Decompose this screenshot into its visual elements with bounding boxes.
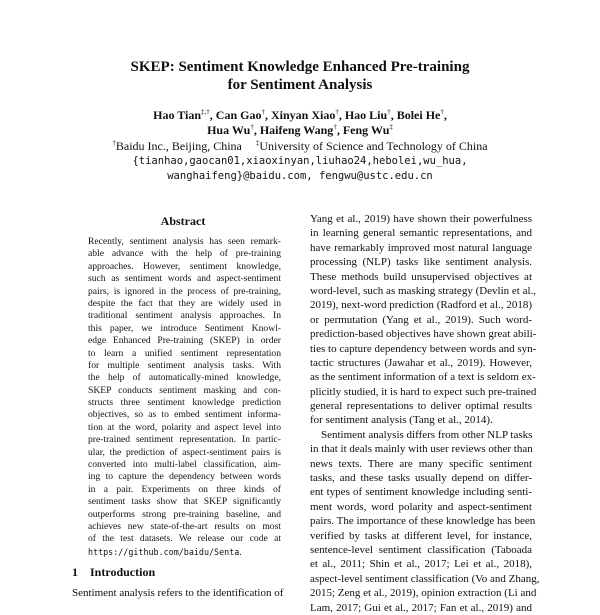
abstract-line: achieves new state-of-the-art results on most xyxy=(88,520,281,532)
abstract-line: ular, the prediction of aspect-sentiment pairs is xyxy=(88,446,281,458)
section-title: Introduction xyxy=(90,565,156,579)
author-affiliation-mark: † xyxy=(261,108,265,116)
body-line: Yang et al., 2019) have shown their powerfulness xyxy=(310,213,532,225)
author-separator: , xyxy=(443,108,447,122)
affiliation-1-mark: † xyxy=(112,139,116,147)
body-line: ties to capture dependency between words and syn- xyxy=(310,342,537,355)
body-line: ment words, word polarity and aspect-sentiment xyxy=(310,500,532,513)
abstract-line: sentiment tasks show that SKEP significantly xyxy=(88,496,281,508)
code-url-suffix: . xyxy=(239,546,242,558)
abstract-line: converted into multi-label classification, aim- xyxy=(88,459,281,471)
section-number: 1 xyxy=(72,565,78,579)
abstract-line: approaches. However, sentiment knowledge, xyxy=(88,260,281,272)
author-affiliation-mark: † xyxy=(250,123,254,131)
code-url-link[interactable]: https://github.com/baidu/Senta xyxy=(88,546,240,557)
body-line: or permutation (Yang et al., 2019). Such word- xyxy=(310,313,532,326)
author-name: Feng Wu xyxy=(342,123,390,137)
emails-line-2: wanghaifeng}@baidu.com, fengwu@ustc.edu.cn xyxy=(167,170,433,182)
abstract-line: tion at the word, polarity and aspect level into xyxy=(88,421,281,433)
abstract-line: in a pair. Experiments on three kinds of xyxy=(88,483,281,495)
body-line: Sentiment analysis differs from other NLP tasks xyxy=(321,428,533,441)
author-name: Hua Wu xyxy=(207,123,251,137)
author-separator: , xyxy=(338,108,345,122)
abstract-line: pre-trained sentiment representation. In partic- xyxy=(88,434,281,446)
right-column-text xyxy=(310,212,540,615)
body-line: These methods build unsupervised objectives at xyxy=(310,270,532,283)
author-name: Haifeng Wang xyxy=(259,123,334,137)
body-line: tasks, and these tasks usually depend on differ- xyxy=(310,472,532,485)
body-line: aspect-level sentiment classification (Vo and Zhang, xyxy=(310,572,540,585)
abstract-line: objectives, so as to embed sentiment informa- xyxy=(88,409,281,421)
abstract-line: ing to capture the dependency between words xyxy=(88,471,281,483)
body-line: in that it deals mainly with user reviews other than xyxy=(310,443,533,456)
body-line: verified by tasks at different level, for instance, xyxy=(310,529,532,542)
author-separator: , xyxy=(209,108,216,122)
abstract-line: pairs, is ignored in the process of pre-training, xyxy=(88,285,281,297)
author-separator: , xyxy=(253,123,260,137)
abstract-code-line xyxy=(88,546,281,558)
abstract-line: of the test datasets. We release our code at xyxy=(88,533,281,545)
section-heading-introduction xyxy=(72,565,155,580)
abstract-line: outperforms strong pre-training baseline, and xyxy=(88,508,281,520)
author-name: Can Gao xyxy=(215,108,262,122)
author-name: Bolei He xyxy=(396,108,441,122)
affiliations xyxy=(0,138,600,154)
abstract-line: edge Enhanced Pre-training (SKEP) in order xyxy=(88,335,281,347)
body-line: 2019), next-word prediction (Radford et al., 2018) xyxy=(310,299,532,312)
abstract-body xyxy=(88,236,281,558)
author-affiliation-mark: † xyxy=(335,108,339,116)
body-line: news texts. There are many specific sentiment xyxy=(310,457,532,470)
body-line: for sentiment analysis (Tang et al., 2014). xyxy=(310,414,493,427)
body-line: prediction-based objectives have shown great abili- xyxy=(310,328,537,341)
introduction-first-line: Sentiment analysis refers to the identification of xyxy=(72,587,284,599)
abstract-line: able advance with the help of pre-training xyxy=(88,248,281,260)
author-separator: , xyxy=(390,108,397,122)
emails-line-1: {tianhao,gaocan01,xiaoxinyan,liuhao24,hebolei,wu_hua, xyxy=(132,155,468,167)
abstract-line: the help of automatically-mined knowledge, xyxy=(88,372,281,384)
body-line: tactic structures (Jawahar et al., 2019). However, xyxy=(310,356,532,369)
body-line: as the sentiment information of a text is seldom ex- xyxy=(310,371,536,384)
paper-title-line-1: SKEP: Sentiment Knowledge Enhanced Pre-training xyxy=(130,59,470,75)
authors-line-2 xyxy=(0,122,600,138)
body-line: have remarkably improved most natural language xyxy=(310,241,532,254)
body-line: Lam, 2017; Gui et al., 2017; Fan et al., 2019) and xyxy=(310,601,532,614)
author-affiliation-mark: ‡ xyxy=(389,123,393,131)
body-line: pairs. The importance of these knowledge has been xyxy=(310,515,536,528)
author-affiliation-mark: † xyxy=(387,108,391,116)
body-line: 2015; Zeng et al., 2019), opinion extraction (Li and xyxy=(310,587,537,600)
author-affiliation-mark: † xyxy=(440,108,444,116)
author-affiliation-mark: † xyxy=(333,123,337,131)
body-line: processing (NLP) tasks like sentiment analysis. xyxy=(310,256,532,269)
body-line: word-level, such as masking strategy (Devlin et al., xyxy=(310,284,537,297)
abstract-heading: Abstract xyxy=(160,214,206,228)
author-affiliation-mark: ‡,† xyxy=(201,108,210,116)
body-line: ent types of sentiment knowledge including senti- xyxy=(310,486,532,499)
author-name: Hao Tian xyxy=(153,108,202,122)
author-separator: , xyxy=(264,108,271,122)
abstract-line: such as sentiment words and aspect-sentiment xyxy=(88,273,281,285)
body-line: sentence-level sentiment classification (Taboada xyxy=(310,543,532,556)
body-line: plicitly studied, it is hard to expect such pre-trained xyxy=(310,385,537,398)
author-name: Xinyan Xiao xyxy=(270,108,336,122)
affiliation-2-mark: ‡ xyxy=(255,139,260,147)
authors-line-1 xyxy=(0,107,600,123)
abstract-line: to learn a unified sentiment representation xyxy=(88,347,281,359)
abstract-line: SKEP conducts sentiment masking and con- xyxy=(88,384,281,396)
abstract-line: Recently, sentiment analysis has seen remark- xyxy=(88,236,281,247)
abstract-line: this paper, we introduce Sentiment Knowl- xyxy=(88,322,281,334)
body-line: et al., 2011; Shin et al., 2017; Lei et al., 2018), xyxy=(310,558,532,571)
affiliation-2: University of Science and Technology of China xyxy=(259,139,488,153)
affiliation-1: Baidu Inc., Beijing, China xyxy=(115,139,242,153)
abstract-line: traditional sentiment analysis approaches. In xyxy=(88,310,281,322)
author-separator: , xyxy=(336,123,343,137)
abstract-line: structs three sentiment knowledge prediction xyxy=(88,397,281,409)
paper-title-line-2: for Sentiment Analysis xyxy=(227,77,373,93)
abstract-line: despite the fact that they are widely used in xyxy=(88,297,281,309)
abstract-line: for multiple sentiment analysis tasks. With xyxy=(88,359,281,371)
body-line: general representations to deliver optimal results xyxy=(310,400,532,413)
body-line: in learning general semantic representations, and xyxy=(310,227,532,240)
author-name: Hao Liu xyxy=(344,108,388,122)
